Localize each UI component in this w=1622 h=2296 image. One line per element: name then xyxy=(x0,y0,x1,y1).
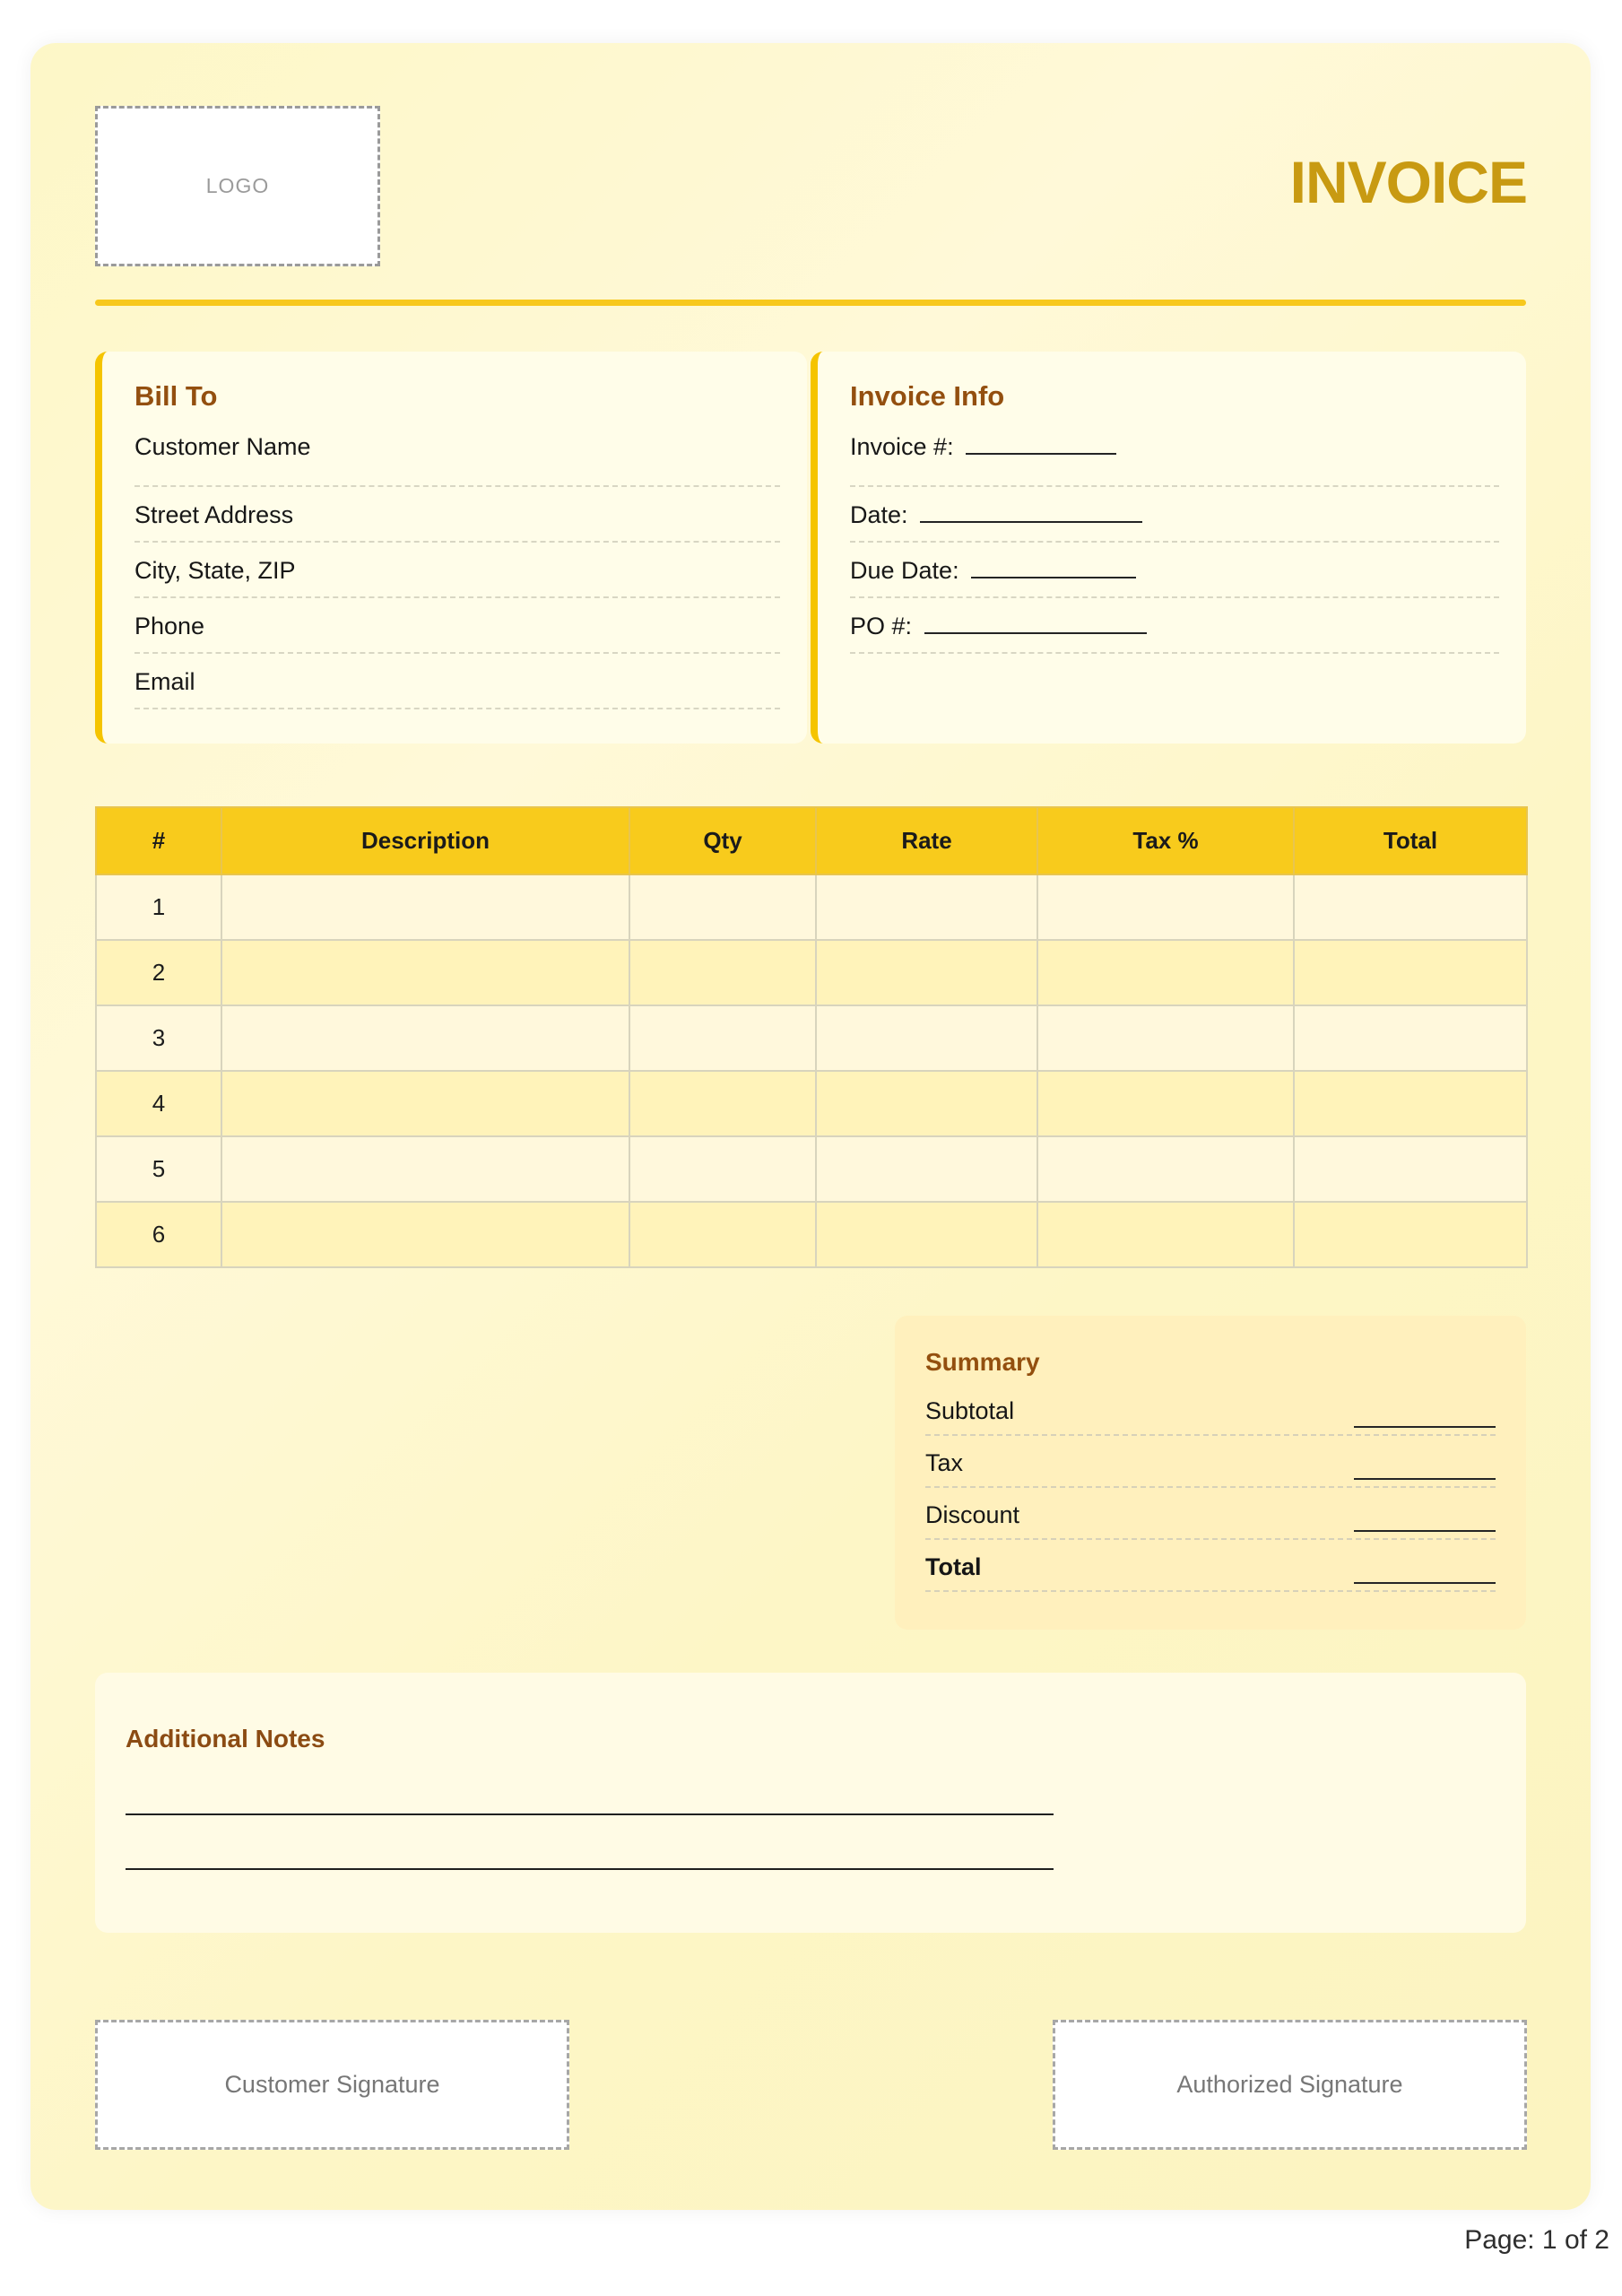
rate-cell[interactable] xyxy=(816,1136,1037,1202)
po-number-blank[interactable] xyxy=(924,614,1147,634)
bill-to-field-street-address[interactable] xyxy=(134,487,780,543)
total-cell[interactable] xyxy=(1294,874,1527,940)
invoice-number-blank[interactable] xyxy=(966,435,1116,455)
row-number: 2 xyxy=(96,940,221,1005)
invoice-info-label: PO #: xyxy=(850,613,913,639)
bill-to-label: Street Address xyxy=(134,501,294,528)
description-cell[interactable] xyxy=(221,874,629,940)
line-items-table xyxy=(95,806,1528,1268)
qty-cell[interactable] xyxy=(629,1136,816,1202)
customer-signature-box[interactable] xyxy=(95,2020,569,2150)
total-cell[interactable] xyxy=(1294,1202,1527,1267)
customer-signature-label: Customer Signature xyxy=(224,2071,440,2098)
bill-to-label: Email xyxy=(134,668,195,695)
discount-blank[interactable] xyxy=(1354,1510,1496,1532)
additional-notes-title: Additional Notes xyxy=(126,1725,325,1752)
authorized-signature-box[interactable] xyxy=(1053,2020,1527,2150)
summary-row-total xyxy=(925,1540,1496,1592)
summary-label: Subtotal xyxy=(925,1397,1015,1424)
row-number: 4 xyxy=(96,1071,221,1136)
summary-row-subtotal xyxy=(925,1384,1496,1436)
tax-cell[interactable] xyxy=(1037,1071,1294,1136)
summary-label: Tax xyxy=(925,1449,964,1476)
table-header-total: Total xyxy=(1294,807,1527,874)
subtotal-blank[interactable] xyxy=(1354,1406,1496,1428)
po-number-field[interactable] xyxy=(850,598,1499,654)
qty-cell[interactable] xyxy=(629,1202,816,1267)
table-row xyxy=(96,1071,1527,1136)
table-header-qty: Qty xyxy=(629,807,816,874)
invoice-number-field[interactable] xyxy=(850,431,1499,487)
qty-cell[interactable] xyxy=(629,1005,816,1071)
summary-label: Total xyxy=(925,1553,982,1580)
tax-cell[interactable] xyxy=(1037,1005,1294,1071)
summary-row-discount xyxy=(925,1488,1496,1540)
due-date-blank[interactable] xyxy=(971,559,1136,578)
total-cell[interactable] xyxy=(1294,1005,1527,1071)
table-row xyxy=(96,1202,1527,1267)
invoice-info-label: Due Date: xyxy=(850,557,959,584)
row-number: 1 xyxy=(96,874,221,940)
summary-panel xyxy=(895,1316,1526,1630)
bill-to-field-phone[interactable] xyxy=(134,598,780,654)
invoice-sheet xyxy=(30,43,1591,2210)
summary-row-tax xyxy=(925,1436,1496,1488)
invoice-info-title: Invoice Info xyxy=(850,380,1005,412)
notes-line[interactable] xyxy=(126,1868,1054,1870)
table-header-tax: Tax % xyxy=(1037,807,1294,874)
qty-cell[interactable] xyxy=(629,874,816,940)
summary-label: Discount xyxy=(925,1501,1020,1528)
table-row xyxy=(96,874,1527,940)
row-number: 6 xyxy=(96,1202,221,1267)
rate-cell[interactable] xyxy=(816,874,1037,940)
bill-to-label: City, State, ZIP xyxy=(134,557,296,584)
tax-cell[interactable] xyxy=(1037,940,1294,1005)
logo-label: LOGO xyxy=(205,174,270,197)
invoice-info-label: Date: xyxy=(850,501,908,528)
qty-cell[interactable] xyxy=(629,940,816,1005)
tax-cell[interactable] xyxy=(1037,1202,1294,1267)
bill-to-field-email[interactable] xyxy=(134,654,780,709)
row-number: 3 xyxy=(96,1005,221,1071)
bill-to-label: Customer Name xyxy=(134,433,311,460)
description-cell[interactable] xyxy=(221,940,629,1005)
rate-cell[interactable] xyxy=(816,940,1037,1005)
row-number: 5 xyxy=(96,1136,221,1202)
tax-cell[interactable] xyxy=(1037,1136,1294,1202)
tax-cell[interactable] xyxy=(1037,874,1294,940)
qty-cell[interactable] xyxy=(629,1071,816,1136)
invoice-info-label: Invoice #: xyxy=(850,433,954,460)
description-cell[interactable] xyxy=(221,1136,629,1202)
table-header-row xyxy=(96,807,1527,874)
invoice-info-card xyxy=(811,352,1526,744)
table-header-rate: Rate xyxy=(816,807,1037,874)
table-header-description: Description xyxy=(221,807,629,874)
description-cell[interactable] xyxy=(221,1071,629,1136)
invoice-title: INVOICE xyxy=(1289,149,1527,215)
page-indicator: Page: 1 of 2 xyxy=(1464,2225,1609,2255)
table-header-number: # xyxy=(96,807,221,874)
date-field[interactable] xyxy=(850,487,1499,543)
table-row xyxy=(96,940,1527,1005)
bill-to-field-customer-name[interactable] xyxy=(134,431,780,487)
description-cell[interactable] xyxy=(221,1005,629,1071)
total-cell[interactable] xyxy=(1294,1071,1527,1136)
rate-cell[interactable] xyxy=(816,1071,1037,1136)
table-row xyxy=(96,1005,1527,1071)
notes-line[interactable] xyxy=(126,1813,1054,1815)
bill-to-field-city-state-zip[interactable] xyxy=(134,543,780,598)
total-cell[interactable] xyxy=(1294,1136,1527,1202)
due-date-field[interactable] xyxy=(850,543,1499,598)
table-row xyxy=(96,1136,1527,1202)
description-cell[interactable] xyxy=(221,1202,629,1267)
bill-to-label: Phone xyxy=(134,613,205,639)
title-divider xyxy=(95,300,1526,306)
total-blank[interactable] xyxy=(1354,1562,1496,1584)
bill-to-title: Bill To xyxy=(134,380,218,412)
authorized-signature-label: Authorized Signature xyxy=(1176,2071,1403,2098)
bill-to-card xyxy=(95,352,807,744)
additional-notes-panel xyxy=(95,1673,1526,1933)
summary-title: Summary xyxy=(925,1348,1040,1376)
logo-placeholder xyxy=(95,106,380,266)
total-cell[interactable] xyxy=(1294,940,1527,1005)
date-blank[interactable] xyxy=(920,503,1142,523)
rate-cell[interactable] xyxy=(816,1202,1037,1267)
tax-blank[interactable] xyxy=(1354,1458,1496,1480)
rate-cell[interactable] xyxy=(816,1005,1037,1071)
